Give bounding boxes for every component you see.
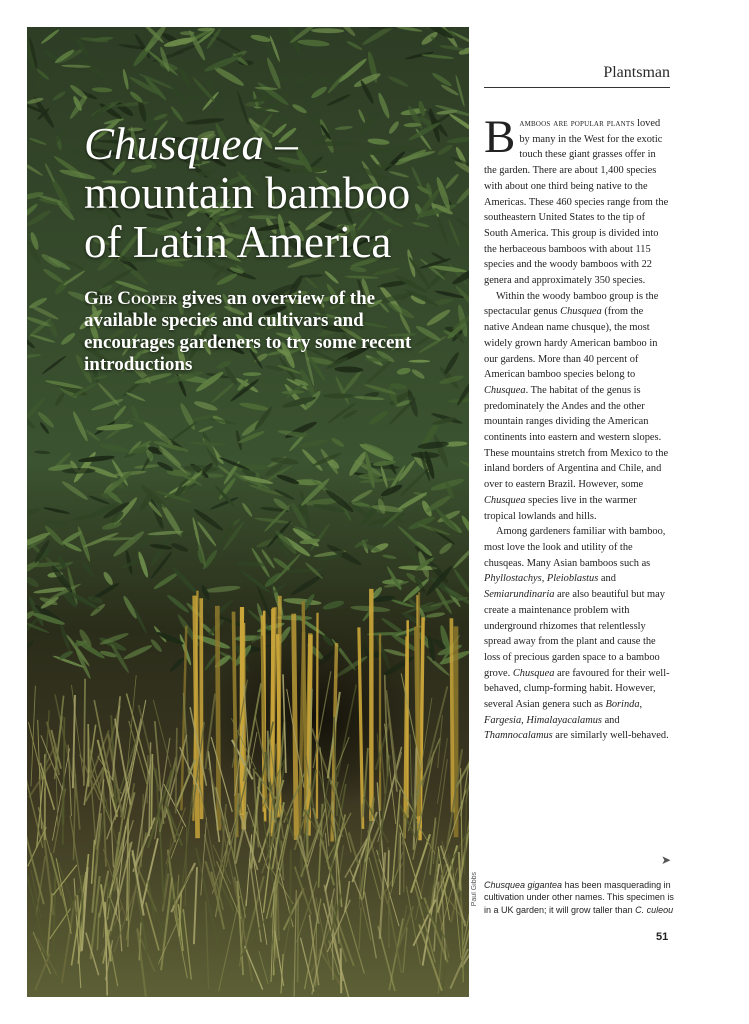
p2-text: (from the native Andean name chusque), the most widely grown hardy American bamboo in our gardens. More than 40 percent of American bamboo species belong to [484,306,658,381]
caption-text: has been masquerading in cultivation under other names. This specimen is in a UK garden; it will grow taller than [484,880,674,915]
p3-text: are also beautiful but may create a maintenance problem with underground rhizomes that relentlessly spread away from the plant and cause the loss of precious garden space to a bamboo grove. [484,589,665,679]
standfirst-text: gives an overview of the available species and cultivars and encourages gardeners to try some recent introductions [84,288,412,375]
paragraph-1-text: loved by many in the West for the exotic touch these giant grasses offer in the garden. There are about 1,400 species with about one third being native to the Americas. These 460 species range from the southeastern United States to the tip of South America. This group is divided into the herbaceous bamboos with about 115 species and the woody bamboos with 22 genera and approximately 350 species. [484,118,669,287]
p3-text: are favoured for their well-behaved, clump-forming habit. However, several Asian genera such as [484,667,670,711]
genus-name: Borinda [605,699,640,711]
p2-text: . The habitat of the genus is predominately the Andes and the other mountain ranges dividing the American continents into eastern and western slopes. These mountains stretch from Mexico to the inland borders of Argentina and Chile, and over to eastern Brazil. However, some [484,384,669,491]
headline-line-1: Chusquea – [84,119,298,169]
lead-in-caps: amboos are popular plants [519,118,635,129]
drop-cap: B [484,111,516,163]
genus-name: Fargesia [484,714,522,726]
page-number: 51 [656,931,669,943]
genus-name: Thamnocalamus [484,730,553,742]
genus-name: Chusquea [484,384,526,396]
genus-name: Phyllostachys [484,573,542,585]
p3-text: Among gardeners familiar with bamboo, most love the look and utility of the chusqeas. Many Asian bamboos such as [484,526,666,569]
headline-line-3: of Latin America [84,217,392,267]
author-name: Gib Cooper [84,288,178,309]
p3-text: and [601,714,620,726]
photo-credit: Paul Gibbs [471,872,478,907]
p3-text: , [541,573,547,585]
paragraph-1 [484,111,670,289]
genus-name: Chusquea [512,667,555,679]
masthead-title: Plantsman [603,64,670,81]
photo-caption [484,879,674,916]
caption-species-2: C. culeou [635,904,674,915]
article-headline [84,120,464,267]
caption-species: Chusquea gigantea [484,880,563,890]
genus-name: Chusquea [484,494,526,506]
genus-name: Semiarundinaria [484,589,555,601]
standfirst [84,288,434,376]
p2-text: species live in the warmer tropical lowlands and hills. [484,494,637,522]
genus-name: Chusquea [560,306,602,318]
p2-text: Within the woody bamboo group is the spectacular genus [484,290,659,318]
p3-text: , [521,714,527,726]
p3-text: are similarly well-behaved. [552,730,669,742]
p3-text: and [598,573,616,585]
headline-line-2: mountain bamboo [84,168,411,218]
p3-text: , [639,699,643,711]
masthead-rule [484,87,670,88]
paragraph-3 [484,524,670,744]
paragraph-2 [484,289,670,525]
article-body [484,111,670,744]
genus-name: Himalayacalamus [526,714,602,726]
continue-arrow-icon: ➤ [661,853,672,867]
genus-name: Pleioblastus [546,573,599,585]
